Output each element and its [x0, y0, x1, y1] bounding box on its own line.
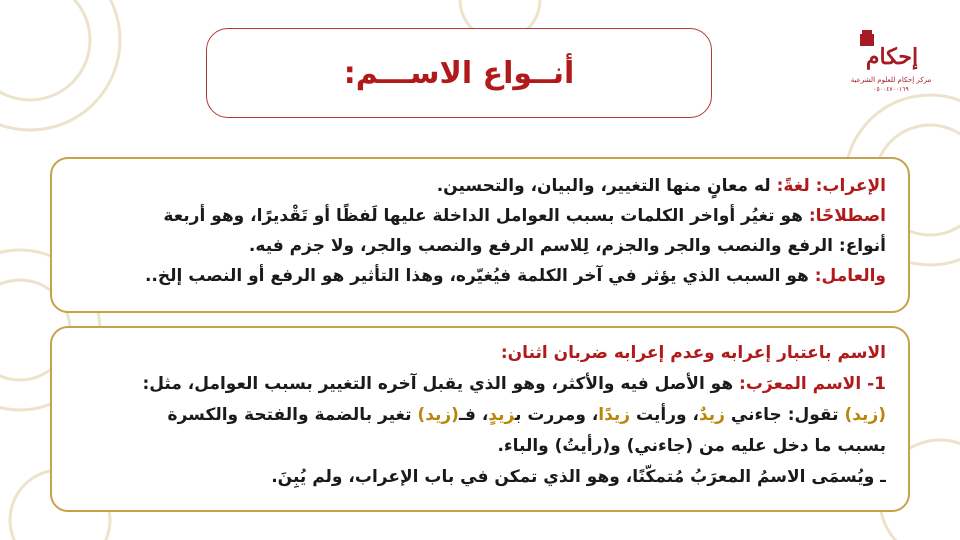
- paragraph-text: ، ومررت ب: [515, 405, 599, 425]
- example-word: (زيد): [844, 405, 886, 425]
- noun-types-box: [50, 326, 910, 512]
- definition-line: [74, 261, 886, 291]
- example-word: زيدٌ: [698, 405, 725, 425]
- definition-text: هو السبب الذي يؤثر في آخر الكلمة فيُغيّره، وهذا التأثير هو الرفع أو النصب إلخ..: [144, 266, 815, 286]
- term-label: الإعراب: لغةً:: [776, 176, 886, 196]
- definition-text: له معانٍ منها التغيير، والبيان، والتحسين.: [436, 176, 777, 196]
- definition-line: [74, 201, 886, 231]
- definition-line: [74, 231, 886, 261]
- paragraph-text: بسبب ما دخل عليه من (جاءني) و(رأيتُ) والباء.: [497, 436, 886, 456]
- paragraph-line: [74, 431, 886, 462]
- definition-line: [74, 171, 886, 201]
- paragraph-text: ، ورأيت: [630, 405, 699, 425]
- logo-subtitle: مركز إحكام للعلوم الشرعية: [850, 76, 932, 84]
- definition-text: أنواع: الرفع والنصب والجر والجزم، لِلاسم الرفع والنصب والجر، ولا جزم فيه.: [248, 236, 886, 256]
- example-word: زيدٍ: [488, 405, 516, 425]
- logo-name: إحكام: [865, 44, 919, 70]
- paragraph-text: ـ ويُسمَى الاسمُ المعرَبُ مُتمكّنًا، وهو الذي تمكن في باب الإعراب، ولم يُبِنَ.: [271, 467, 886, 487]
- paragraph-text: ، فـ: [458, 405, 489, 425]
- example-word: زيدًا: [598, 405, 631, 425]
- term-label: والعامل:: [814, 266, 886, 286]
- definitions-box: [50, 157, 910, 313]
- section-heading: الاسم باعتبار إعرابه وعدم إعرابه ضربان اثنان:: [500, 343, 886, 363]
- paragraph-line: [74, 400, 886, 431]
- page-title: أنــواع الاســـم:: [343, 55, 575, 91]
- paragraph-line: [74, 462, 886, 493]
- term-label: الاسم المعرَب:: [739, 374, 862, 394]
- paragraph-text: تغير بالضمة والفتحة والكسرة: [167, 405, 418, 425]
- title-box: [206, 28, 712, 118]
- definition-text: هو تغيُر أواخر الكلمات بسبب العوامل الداخلة عليها لَفظًا أو تَقْديرًا، وهو أربعة: [163, 206, 809, 226]
- term-label: اصطلاحًا:: [808, 206, 886, 226]
- logo: [848, 28, 936, 98]
- logo-phone: ٠٥٠٠٤٧٠٠١٦٩: [873, 86, 909, 93]
- paragraph-text: تقول: جاءني: [724, 405, 845, 425]
- example-word: (زيد): [417, 405, 459, 425]
- paragraph-text: هو الأصل فيه والأكثر، وهو الذي يقبل آخره التغيير بسبب العوامل، مثل:: [142, 374, 740, 394]
- paragraph-line: [74, 369, 886, 400]
- item-number: 1-: [861, 374, 886, 394]
